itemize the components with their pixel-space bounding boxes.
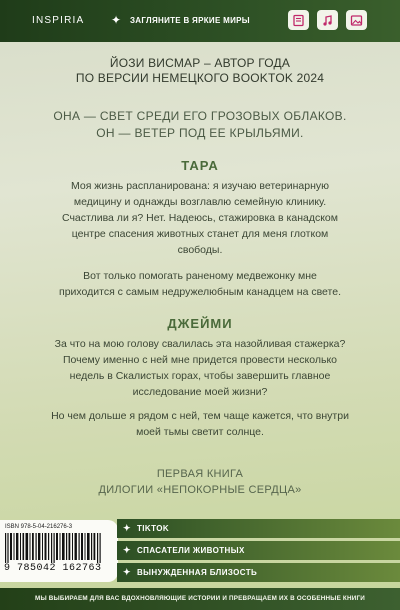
publisher-logo: INSPIRIA bbox=[32, 15, 85, 26]
top-bar bbox=[0, 0, 400, 42]
barcode-digits: 9 785042 162763 bbox=[4, 563, 102, 574]
tag-item: ✦ ВЫНУЖДЕННАЯ БЛИЗОСТЬ bbox=[117, 563, 400, 582]
tag-item: ✦ TIKTOK bbox=[117, 519, 400, 538]
isbn-label: ISBN 978-5-04-216276-3 bbox=[5, 524, 73, 530]
tara-heading: ТАРА bbox=[181, 158, 219, 173]
book-icon bbox=[288, 10, 309, 30]
tag-list bbox=[117, 519, 400, 583]
header-icons bbox=[288, 10, 367, 30]
tara-paragraph-2: Вот только помогать раненому медвежонку мне приходится с самым недружелюбным канадцем на свете. bbox=[59, 270, 341, 298]
music-note-icon bbox=[317, 10, 338, 30]
tag-item: ✦ СПАСАТЕЛИ ЖИВОТНЫХ bbox=[117, 541, 400, 560]
sparkle-icon: ✦ bbox=[111, 13, 122, 27]
teaser-lines: ОНА — СВЕТ СРЕДИ ЕГО ГРОЗОВЫХ ОБЛАКОВ. ОН — ВЕТЕР ПОД ЕЕ КРЫЛЬЯМИ. bbox=[53, 109, 347, 140]
header-tagline: ЗАГЛЯНИТЕ В ЯРКИЕ МИРЫ bbox=[130, 16, 250, 25]
series-info: ПЕРВАЯ КНИГА ДИЛОГИИ «НЕПОКОРНЫЕ СЕРДЦА» bbox=[98, 468, 302, 496]
image-icon bbox=[346, 10, 367, 30]
jamie-paragraph-2: Но чем дольше я рядом с ней, тем чаще кажется, что внутри моей тьмы светит солнце. bbox=[51, 410, 349, 438]
star-icon: ✦ bbox=[123, 523, 131, 533]
tara-paragraph-1: Моя жизнь распланирована: я изучаю ветеринарную медицину и однажды возглавлю семейную клинику. Счастлива ли я? Нет. Надеюсь, стажировка в канадском центре спасения животных станет для меня глотком свободы. bbox=[62, 180, 338, 256]
author-headline: ЙОЗИ ВИСМАР – АВТОР ГОДА ПО ВЕРСИИ НЕМЕЦКОГО BOOKTOK 2024 bbox=[75, 56, 325, 85]
jamie-paragraph-1: За что на мою голову свалилась эта назойливая стажерка? Почему именно с ней мне придется провести несколько недель в Скалистых горах, чтобы завершить главное исследование моей жизни? bbox=[54, 338, 346, 398]
barcode-image bbox=[5, 533, 113, 563]
star-icon: ✦ bbox=[123, 567, 131, 577]
jamie-heading: ДЖЕЙМИ bbox=[167, 316, 233, 331]
star-icon: ✦ bbox=[123, 545, 131, 555]
publisher-slogan: МЫ ВЫБИРАЕМ ДЛЯ ВАС ВДОХНОВЛЯЮЩИЕ ИСТОРИИ И ПРЕВРАЩАЕМ ИХ В ОСОБЕННЫЕ КНИГИ bbox=[0, 588, 400, 610]
